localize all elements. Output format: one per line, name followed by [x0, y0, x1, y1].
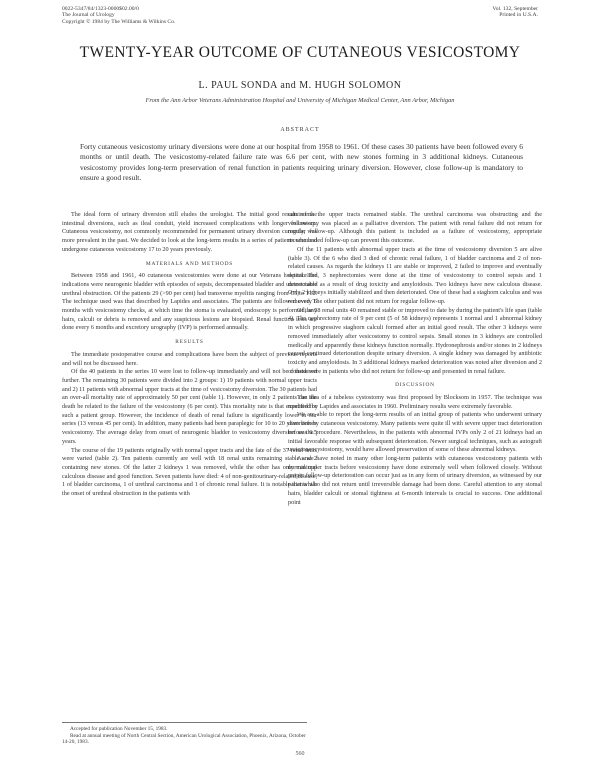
right-column	[288, 211, 542, 507]
results-paragraph: The immediate postoperative course and complications have been the subject of previous reports and will not be discussed here.	[62, 350, 317, 367]
footnote-accepted: Accepted for publication November 15, 1983.	[70, 726, 168, 732]
header-line: Vol. 132, September	[492, 6, 538, 12]
results-heading: RESULTS	[175, 339, 204, 346]
footnote-read: Read at annual meeting of North Central Section, American Urological Association, Phoenix, Arizona, October 14-20, 1983.	[62, 732, 306, 746]
abstract-heading: ABSTRACT	[280, 127, 320, 133]
footnote	[62, 722, 307, 746]
header-line: Copyright © 1984 by The Williams & Wilkins Co.	[62, 18, 176, 25]
page-number: 560	[295, 751, 305, 757]
header-line: Printed in U.S.A.	[499, 12, 538, 19]
article-title: TWENTY-YEAR OUTCOME OF CUTANEOUS VESICOSTOMY	[79, 44, 521, 61]
results-paragraph: Of the 11 patients with abnormal upper tracts at the time of vesicostomy diversion 5 are alive (table 3). Of the 6 who died 3 died of chronic renal failure, 1 of bladder carcinoma and 2 of non-related causes. As regards the kidneys 11 are stable or improved, 2 failed to improve and eventually deteriorated, 3 nephrectomies were done at the time of vesicostomy to control sepsis and 1 deteriorated as a result of drug toxicity and amyloidosis. Two kidneys have new calculous disease. Only 2 kidneys initially stabilized and then deteriorated. One of these had a staghorn calculus and was removed. The other patient did not return for regular follow-up.	[288, 245, 542, 306]
journal-header-left	[62, 6, 175, 25]
header-line: 0022-5347/84/1323-0000$02.00/0	[62, 6, 139, 12]
discussion-paragraph: The idea of a tubeless cystostomy was first proposed by Blocksom in 1957. The technique was modified by Lapides and associates in 1960. Preliminary results were extremely favorable.	[288, 394, 542, 410]
author-affiliation: From the Ann Arbor Veterans Administration Hospital and University of Michigan Medical Center, Ann Arbor, Michigan	[145, 97, 455, 104]
results-paragraph: Of the 40 patients in the series 10 were lost to follow-up immediately and will not be considered further. The remaining 30 patients were divided into 2 groups: 1) 19 patients with normal upper tracts and 2) 11 patients with abnormal upper tracts at the time of vesicostomy diversion. The 30 patients had an over-all mortality rate of approximately 50 per cent (table 1). However, in only 2 patients can the death be related to the failure of the vesicostomy (6 per cent). This mortality rate is that expected for such a patient group. However, the incidence of death of renal failure is significantly lower in our series (13 versus 45 per cent). In addition, many patients had been paraplegic for 10 to 20 years before vesicostomy. The average delay from onset of neurogenic bladder to vesicostomy diversion was 6.5 years.	[62, 368, 318, 445]
discussion-paragraph: As we have noted in many other long-term patients with cutaneous vesicostomy patients with normal upper tracts before vesicostomy have done extremely well when followed closely. Without proper follow-up deterioration can occur just as in any form of urinary diversion, as witnessed by our patients who did not return until irreversible damage had been done. Careful attention to any stomal hairs, bladder calculi or stomal tightness at 6-month intervals is crucial to success. One additional point	[288, 454, 542, 506]
materials-paragraph: Between 1958 and 1961, 40 cutaneous vesicostomies were done at our Veterans hospital. The indications were neurogenic bladder with episodes of sepsis, decompensated bladder and unresectable urethral obstruction. Of the patients 29 (>90 per cent) had transverse myelitis ranging from C5 to T12. The technique used was that described by Lapides and associates. The patients are followed every 6 months with vesicostomy checks, at which time the stoma is evaluated, endoscopy is performed, any hairs, calculi or debris is removed and any suspicious lesions are biopsied. Renal function tests are done every 6 months and excretory urography (IVP) is performed annually.	[62, 272, 317, 332]
header-line: The Journal of Urology	[62, 12, 115, 19]
materials-heading: MATERIALS AND METHODS	[145, 260, 234, 267]
results-paragraph: Of the 58 renal units 40 remained stable or improved to date by during the patient's life span (table 4). The nephrectomy rate of 9 per cent (5 of 58 kidneys) represents 1 normal and 1 abnormal kidney in which progressive staghorn calculi formed after an initial good result. The other 3 kidneys were removed immediately after vesicostomy to control sepsis. Small stones in 3 kidneys are controlled medically and apparently these kidneys function normally. Hydronephrosis and/or stones in 2 kidneys caused continued deterioration despite urinary diversion. A single kidney was damaged by antibiotic toxicity and amyloidosis. In 3 additional kidneys marked deterioration was noted after diversion and 2 of these were in patients who did not return for follow-up and presented in renal failure.	[288, 306, 542, 375]
left-column	[62, 211, 317, 741]
discussion-heading: DISCUSSION	[395, 382, 435, 389]
abstract-text: Forty cutaneous vesicostomy urinary diversions were done at our hospital from 1958 to 1961. Of these cases 30 patients have been followed every 6 months or until death. The vesicostomy-related failure rate was 6.6 per cent, with new stones forming in 3 additional kidneys. Cutaneous vesicostomy provides long-term preservation of renal function in patients requiring urinary diversion. However, close follow-up is mandatory to ensure a good result.	[80, 142, 523, 182]
results-paragraph: The course of the 19 patients originally with normal upper tracts and the fate of the 37 renal units were varied (table 2). Ten patients currently are well with 18 renal units remaining stable and 2 containing new stones. Of the latter 2 kidneys 1 was removed, while the other has only minimal calculous disease and good function. Seven patients have died: 4 of non-genitourinary-related disease, 1 of bladder carcinoma, 1 of urethral carcinoma and 1 of chronic renal failure. It is notable that while the onset of urethral obstruction in the patients with	[62, 446, 317, 498]
results-continued-paragraph: carcinoma the upper tracts remained stable. The urethral carcinoma was obstructing and the vesicostomy was placed as a palliative diversion. The patient with renal failure did not return for regular follow-up. Although this patient is included as a failure of vesicostomy, appropriate recommended follow-up can prevent this outcome.	[288, 211, 542, 245]
article-authors: L. PAUL SONDA and M. HUGH SOLOMON	[198, 80, 402, 91]
journal-header-right	[492, 6, 538, 19]
intro-paragraph: The ideal form of urinary diversion still eludes the urologist. The initial good results of the intestinal diversions, such as ileal conduit, yield increased complications with longer follow-up. Cutaneous vesicostomy, not commonly recommended for permanent urinary diversion currently, was more prevalent in the past. We decided to look at the long-term results in a series of patients who had undergone cutaneous vesicostomy 17 to 20 years previously.	[62, 211, 317, 253]
discussion-paragraph: We are able to report the long-term results of an initial group of patients who underwent urinary diversion by cutaneous vesicostomy. Many patients were quite ill with severe upper tract deterioration before the procedure. Nevertheless, in the patients with abnormal IVPs only 2 of 21 kidneys had an initial favorable response with subsequent deterioration. Newer surgical techniques, such as autograft ureteroneocystostomy, would have allowed preservation of some of these abnormal kidneys.	[288, 411, 542, 454]
